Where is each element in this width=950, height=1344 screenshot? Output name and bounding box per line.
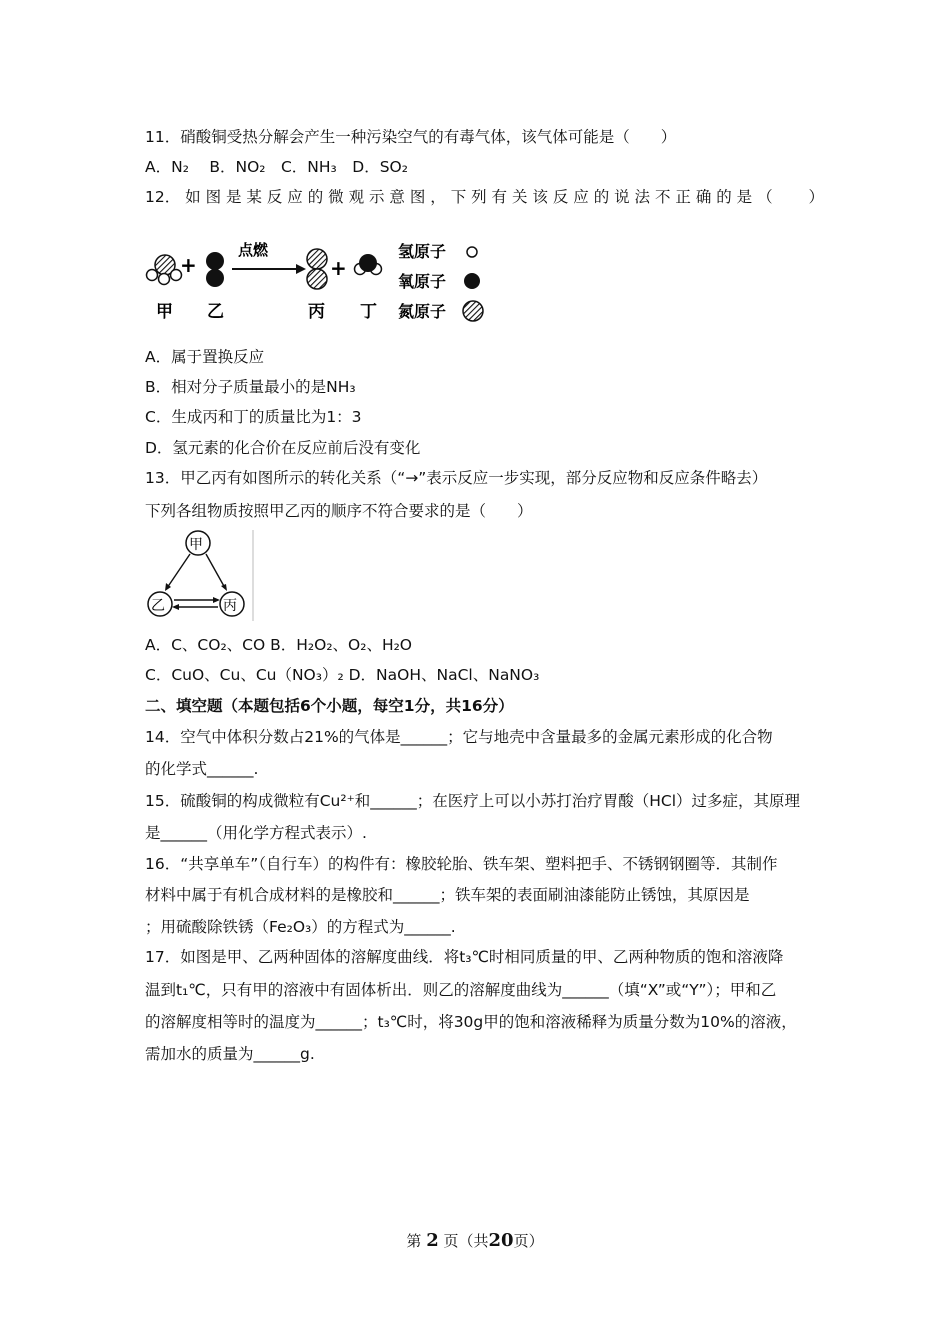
q17-line1: 17．如图是甲、乙两种固体的溶解度曲线．将t₃℃时相同质量的甲、乙两种物质的饱和溶液降	[145, 948, 784, 966]
footer-total-pages: 20	[488, 1230, 514, 1251]
q11-options: A．N₂ B．NO₂ C．NH₃ D．SO₂	[145, 158, 408, 176]
footer-post: 页）	[513, 1232, 544, 1250]
legend-nitrogen: 氮原子	[398, 302, 447, 321]
label-bing: 丙	[308, 302, 325, 322]
legend-hydrogen: 氢原子	[398, 242, 447, 261]
q13-options-ab: A．C、CO₂、CO B．H₂O₂、O₂、H₂O	[145, 636, 413, 654]
label-yi: 乙	[207, 302, 224, 322]
q15-line1: 15．硫酸铜的构成微粒有Cu²⁺和______；在医疗上可以小苏打治疗胃酸（HCl）过多症，其原理	[145, 792, 801, 810]
legend-oxygen: 氧原子	[398, 272, 447, 291]
footer-page-number: 2	[426, 1230, 439, 1251]
q12-option-b: B．相对分子质量最小的是NH₃	[145, 378, 356, 396]
label-jia: 甲	[156, 302, 173, 322]
q17-line4: 需加水的质量为______g.	[145, 1045, 315, 1063]
arrow-label: 点燃	[238, 241, 269, 259]
page-footer	[0, 1230, 950, 1251]
node-jia: 甲	[189, 537, 203, 553]
footer-mid: 页（共	[443, 1232, 489, 1250]
q12-option-a: A．属于置换反应	[145, 348, 265, 366]
q15-line2: 是______（用化学方程式表示）.	[145, 824, 367, 842]
molecule-jia	[147, 255, 182, 285]
section-heading: 二、填空题（本题包括6个小题，每空1分，共16分）	[145, 697, 514, 715]
footer-pre: 第	[406, 1232, 422, 1250]
q17-line3: 的溶解度相等时的温度为______；t₃℃时，将30g甲的饱和溶液稀释为质量分数为10%的溶液，	[145, 1013, 797, 1031]
q12-option-c: C．生成丙和丁的质量比为1：3	[145, 408, 362, 426]
molecule-bing	[307, 249, 327, 289]
molecule-yi	[206, 252, 224, 287]
q16-line2: 材料中属于有机合成材料的是橡胶和______；铁车架的表面刷油漆能防止锈蚀，其原因是	[145, 886, 750, 904]
q13-stem-line1: 13．甲乙丙有如图所示的转化关系（“→”表示反应一步实现，部分反应物和反应条件略去）	[145, 469, 768, 487]
q12-reaction-diagram	[140, 235, 500, 330]
q14-line2: 的化学式______.	[145, 760, 259, 778]
node-bing: 丙	[223, 598, 237, 614]
q16-line3: ；用硫酸除铁锈（Fe₂O₃）的方程式为______.	[145, 918, 456, 936]
q13-transformation-diagram	[140, 528, 260, 623]
svg-text:+: +	[330, 256, 347, 280]
node-yi: 乙	[151, 598, 165, 614]
svg-text:+: +	[180, 253, 197, 277]
q16-line1: 16．“共享单车”（自行车）的构件有：橡胶轮胎、铁车架、塑料把手、不锈钢钢圈等．其制作	[145, 855, 778, 873]
q13-options-cd: C．CuO、Cu、Cu（NO₃）₂ D．NaOH、NaCl、NaNO₃	[145, 666, 540, 684]
q12-stem: 12． 如 图 是 某 反 应 的 微 观 示 意 图 ， 下 列 有 关 该 反 应 的 说 法 不 正 确 的 是 （ ）	[145, 188, 825, 206]
q13-stem-line2: 下列各组物质按照甲乙丙的顺序不符合要求的是（ ）	[145, 502, 533, 520]
q17-line2: 温到t₁℃，只有甲的溶液中有固体析出．则乙的溶解度曲线为______（填“X”或“Y”）；甲和乙	[145, 981, 777, 999]
label-ding: 丁	[360, 302, 377, 322]
q12-option-d: D．氢元素的化合价在反应前后没有变化	[145, 439, 421, 457]
molecule-ding	[355, 254, 382, 275]
q14-line1: 14．空气中体积分数占21%的气体是______；它与地壳中含量最多的金属元素形成的化合物	[145, 728, 773, 746]
q11-stem: 11．硝酸铜受热分解会产生一种污染空气的有毒气体，该气体可能是（ ）	[145, 128, 677, 146]
